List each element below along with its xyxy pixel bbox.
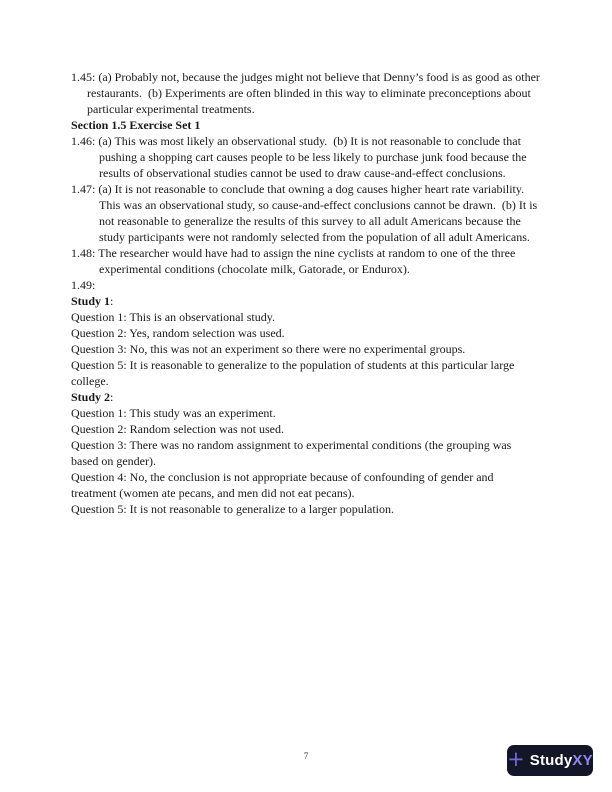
answer-text: (a) It is not reasonable to conclude that owning a dog causes higher heart rate variability. This was an observational study, so cause-and-effect conclusions cannot be drawn. (b) It is not reasonable to generalize the results of this survey to all adult Americans because the study participants were not randomly selected from the population of all adult Americans.	[98, 182, 541, 244]
section-header: Section 1.5 Exercise Set 1	[71, 118, 201, 132]
study-title: Study 2	[71, 390, 111, 404]
answer-text: The researcher would have had to assign the nine cyclists at random to one of the three experimental conditions (chocolate milk, Gatorade, or Endurox).	[98, 246, 519, 276]
answer-text: (a) Probably not, because the judges might not believe that Denny’s food is as good as other restaurants. (b) Experiments are often blinded in this way to eliminate preconceptions about particular experimental treatments.	[87, 70, 543, 116]
study-1-question-3: Question 3: No, this was not an experiment so there were no experimental groups.	[71, 342, 466, 356]
brand-text	[530, 753, 593, 768]
answer-paragraph-1-48	[71, 245, 541, 277]
study-2-question-4: Question 4: No, the conclusion is not appropriate because of confounding of gender and treatment (women ate pecans, and men did not eat pecans).	[71, 470, 497, 500]
study-2-question-1: Question 1: This study was an experiment.	[71, 406, 276, 420]
study-1-heading	[71, 293, 541, 309]
answer-text: (a) This was most likely an observational study. (b) It is not reasonable to conclude that pushing a shopping cart causes people to be less likely to purchase junk food because the results of observational studies cannot be used to draw cause-and-effect conclusions.	[98, 134, 530, 180]
studyxy-logo	[507, 745, 593, 776]
answer-number: 1.48:	[71, 246, 96, 260]
answer-number: 1.49:	[71, 278, 96, 292]
study-2-heading	[71, 389, 541, 405]
brand-study: Study	[529, 752, 573, 769]
answer-paragraph-1-45	[71, 69, 541, 117]
study-colon: :	[110, 390, 114, 404]
study-2-question-2: Question 2: Random selection was not used.	[71, 422, 284, 436]
answer-paragraph-1-47	[71, 181, 541, 245]
answer-number: 1.47:	[71, 182, 96, 196]
study-1-question-5: Question 5: It is reasonable to generalize to the population of students at this particular large college.	[71, 358, 518, 388]
plus-icon: +	[507, 747, 525, 771]
study-1-question-1: Question 1: This is an observational study.	[71, 310, 275, 324]
page-content	[71, 69, 541, 517]
study-2-question-5: Question 5: It is not reasonable to generalize to a larger population.	[71, 502, 395, 516]
answer-paragraph-1-49	[71, 277, 541, 293]
page-number: 7	[303, 751, 309, 761]
study-2-question-3: Question 3: There was no random assignment to experimental conditions (the grouping was based on gender).	[71, 438, 515, 468]
answer-paragraph-1-46	[71, 133, 541, 181]
study-title: Study 1	[71, 294, 111, 308]
study-colon: :	[110, 294, 114, 308]
brand-xy: XY	[572, 752, 593, 769]
answer-number: 1.45:	[71, 70, 96, 84]
answer-number: 1.46:	[71, 134, 96, 148]
study-1-question-2: Question 2: Yes, random selection was used.	[71, 326, 285, 340]
